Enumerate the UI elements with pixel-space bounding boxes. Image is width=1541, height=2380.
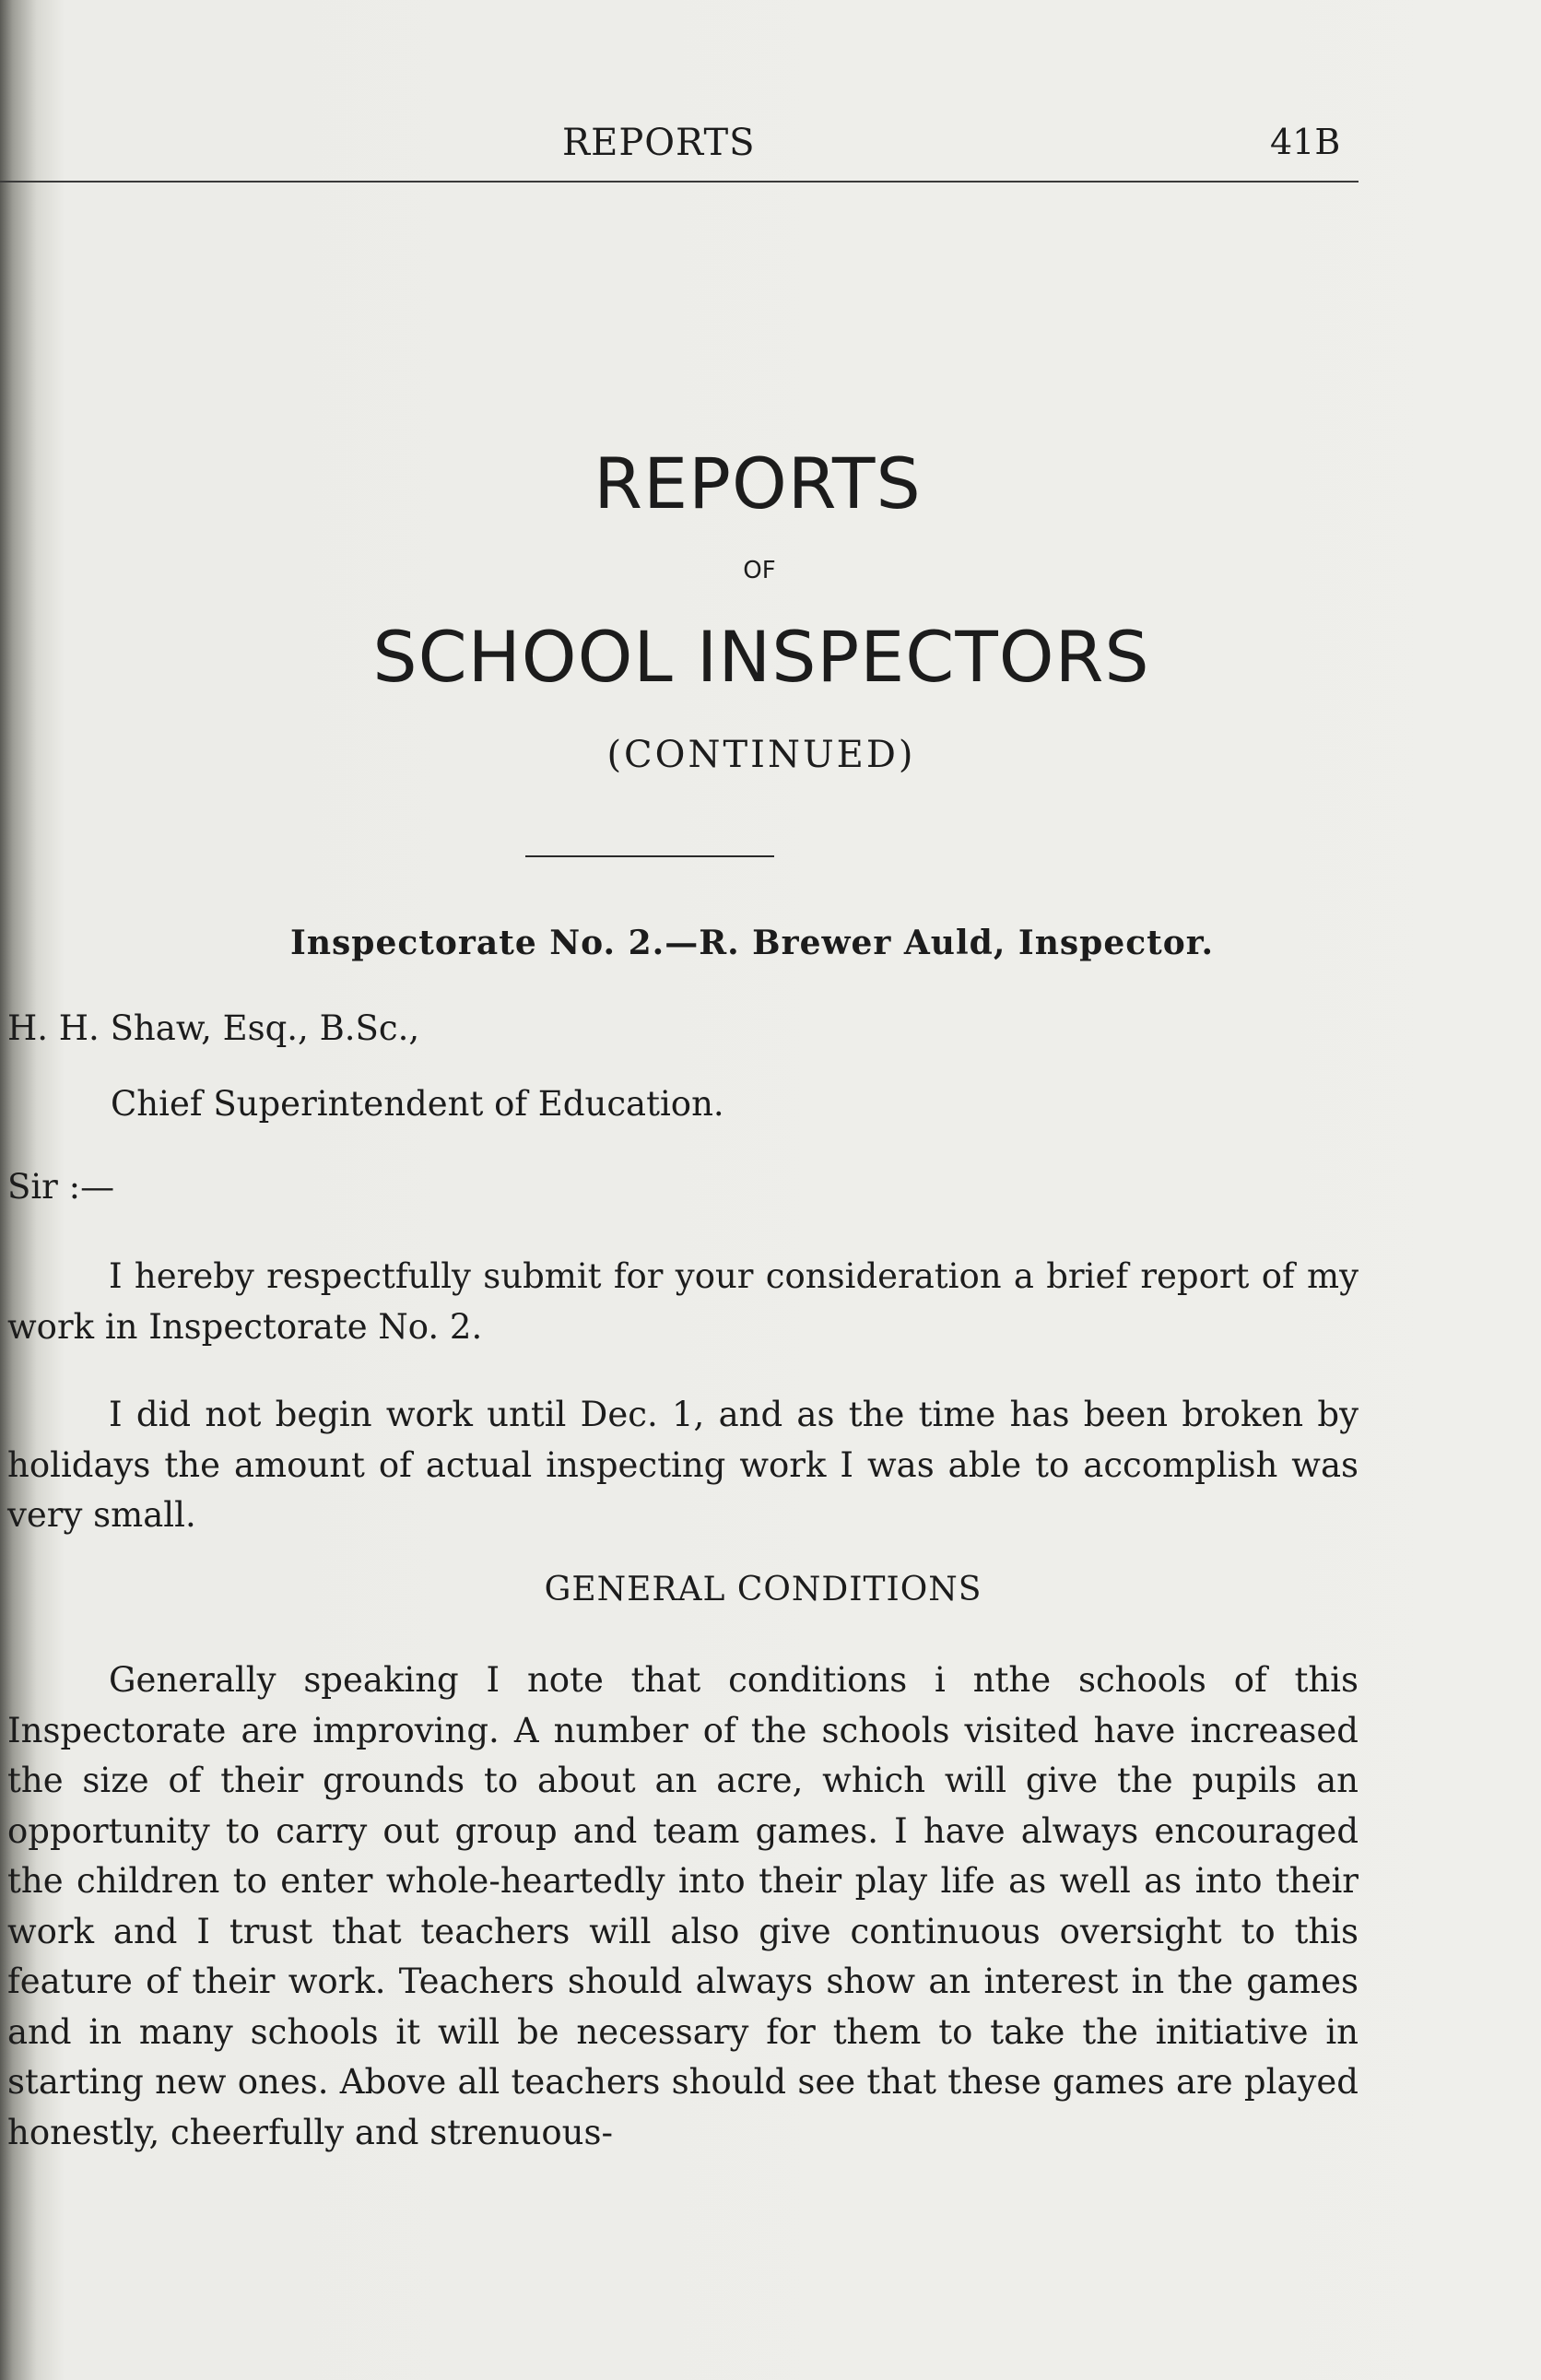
title-of: OF xyxy=(743,557,776,584)
header-rule xyxy=(0,181,1359,183)
title-reports: REPORTS xyxy=(594,442,922,524)
title-continued: (CONTINUED) xyxy=(606,734,916,776)
paragraph-timing: I did not begin work until Dec. 1, and as the time has been broken by holidays the amount of actual inspecting work I was able to accomplish was very small. xyxy=(7,1395,1359,1535)
title-rule xyxy=(525,855,774,857)
title-school-inspectors: SCHOOL INSPECTORS xyxy=(372,616,1150,698)
paragraph-intro: I hereby respectfully submit for your consideration a brief report of my work in Inspectorate No. 2. xyxy=(7,1256,1359,1347)
running-head-title: REPORTS xyxy=(562,122,756,164)
inspectorate-heading: Inspectorate No. 2.—R. Brewer Auld, Inspector. xyxy=(289,924,1215,962)
paragraph-general-conditions: Generally speaking I note that conditions i nthe schools of this Inspectorate are improving. A number of the schools visited have increased the size of their grounds to about an acre, which will give the pupils an opportunity to carry out group and team games. I have always encouraged the children to enter whole-heartedly into their play life as well as into their work and I trust that teachers will also give continuous oversight to this feature of their work. Teachers should always show an interest in the games and in many schools it will be necessary for them to take the initiative in starting new ones. Above all teachers should see that these games are played honestly, cheerfully and strenuous- xyxy=(7,1660,1359,2152)
section-heading-general-conditions: GENERAL CONDITIONS xyxy=(544,1571,982,1608)
salutation: Sir :— xyxy=(7,1167,115,1207)
addressee-name: H. H. Shaw, Esq., B.Sc., xyxy=(7,1008,420,1048)
addressee-position: Chief Superintendent of Education. xyxy=(111,1084,724,1124)
page-number: 41B xyxy=(1270,122,1341,162)
running-head xyxy=(0,122,1541,168)
